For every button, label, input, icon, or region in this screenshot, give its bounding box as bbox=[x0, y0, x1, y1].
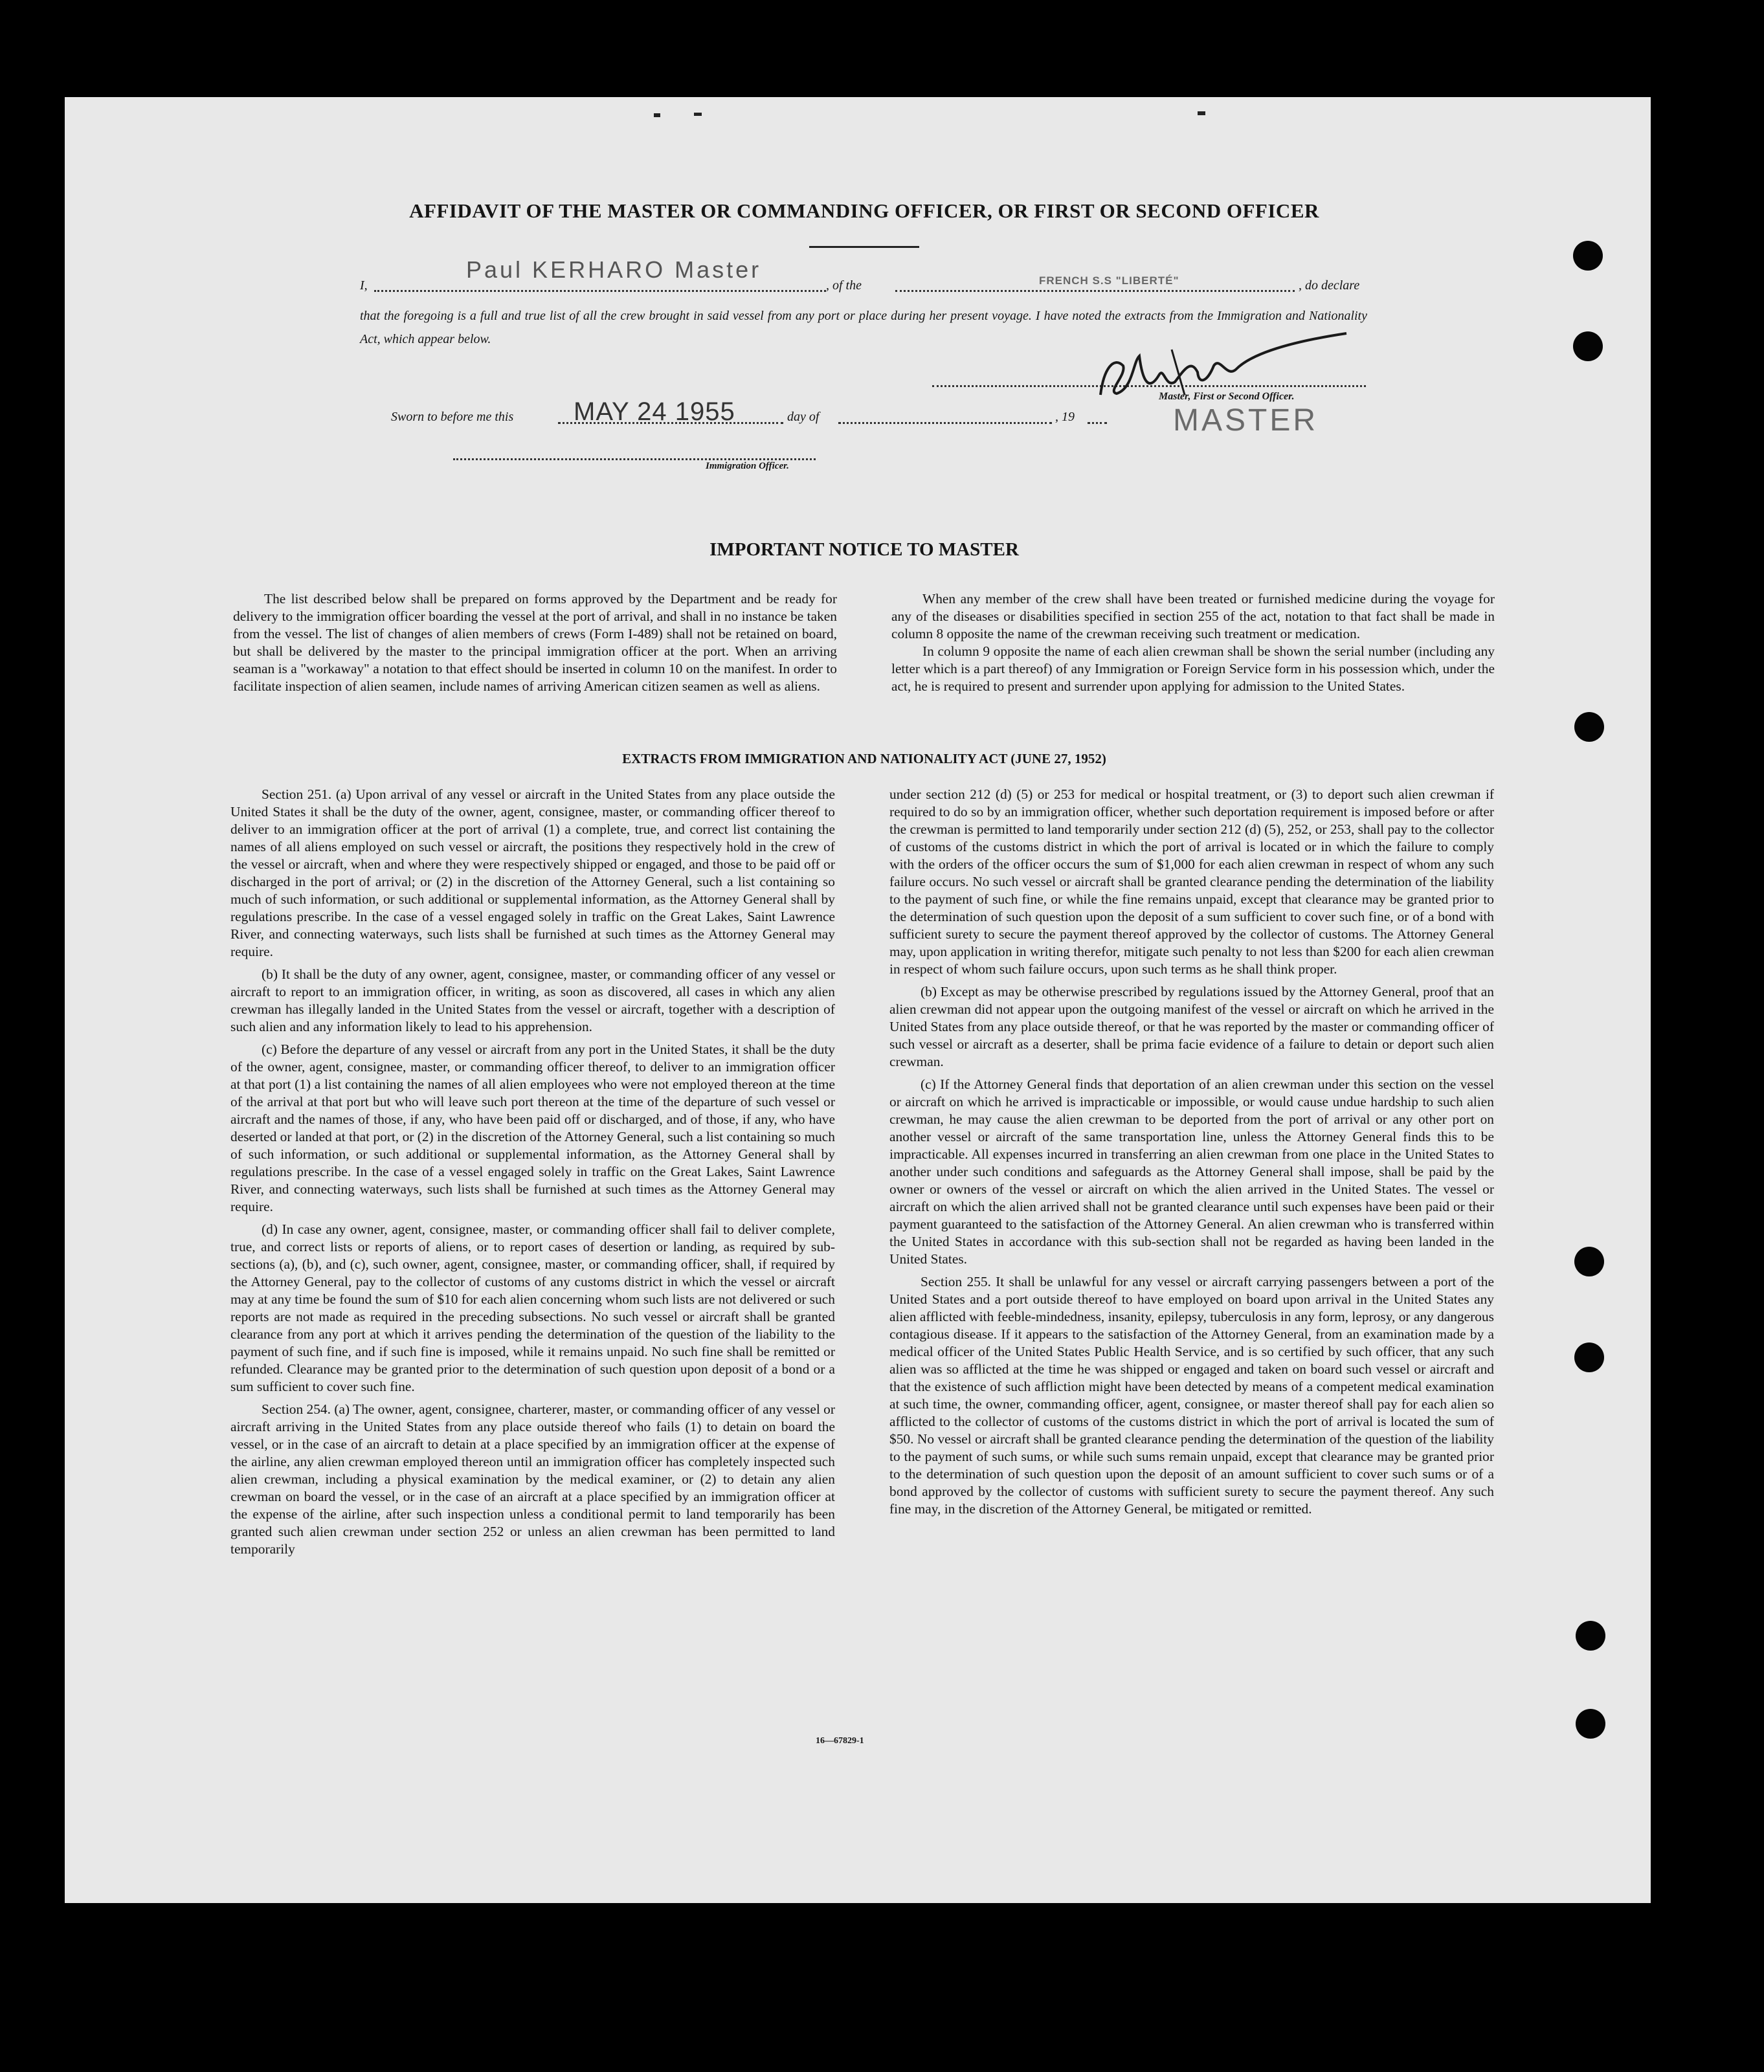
punch-hole bbox=[1574, 712, 1604, 742]
punch-hole bbox=[1573, 241, 1603, 271]
master-name-line bbox=[374, 290, 826, 292]
form-number: 16—67829-1 bbox=[816, 1736, 864, 1746]
notice-paragraph: The list described below shall be prepared on forms approved by the Department and be ready for delivery to the immigration officer boarding the vessel at the port of arrival, and shall in no instance be taken from the vessel. The list of changes of alien members of crews (Form I-489) shall not be retained on board, but shall be delivered by the master to the principal immigration officer at the port. When an arriving seaman is a "workaway" a notation to that effect should be inserted in column 10 on the manifest. In order to facilitate inspection of alien seamen, include names of arriving American citizen seamen as well as aliens. bbox=[233, 591, 837, 694]
vessel-line bbox=[895, 290, 1295, 292]
top-mark bbox=[1198, 111, 1205, 115]
declaration-text-content: that the foregoing is a full and true list of all the crew brought in said vessel from any port or place during her present voyage. I have noted the extracts from the Immigration and Nationality Act, which appear below. bbox=[360, 309, 1367, 346]
extracts-right-column bbox=[889, 786, 1494, 1518]
sworn-date-value: MAY 24 1955 bbox=[574, 397, 735, 426]
top-mark bbox=[694, 113, 702, 116]
of-the-label: , of the bbox=[826, 278, 862, 293]
extract-paragraph: under section 212 (d) (5) or 253 for medical or hospital treatment, or (3) to deport such alien crewman if required to do so by an immigration officer, whether such deportation requirement is imposed before or after the crewman is permitted to land temporarily under section 212 (d) (5), 252, or 253, shall pay to the collector of customs of the customs district in which the port of arrival is located or in which the failure to comply with the orders of the officer occurs the sum of $1,000 for each alien crewman in respect of whom any such failure occurs. No such vessel or aircraft shall be granted clearance pending the determination of the liability to the payment of such fine, or while the fine remains unpaid, except that clearance may be granted prior to the determination of such question upon the deposit of a sum sufficient to cover such fine, or of a bond with sufficient surety to secure the payment thereof approved by the collector of customs. The Attorney General may, upon application in writing therefor, mitigate such penalty to not less than $200 for each alien crewman in respect of whom such failure occurs, upon such terms as he shall think proper. bbox=[889, 786, 1494, 977]
extract-paragraph: (c) If the Attorney General finds that deportation of an alien crewman under this section on the vessel or aircraft on which he arrived is impracticable or impossible, or would cause undue hardship to such alien crewman, he may cause the alien crewman to be deported from the port of arrival or any other port on another vessel or aircraft of the same transportation line, unless the Attorney General finds this to be impracticable. All expenses incurred in transferring an alien crewman from one place in the United States to another under such conditions and safeguards as the Attorney General shall impose, shall be paid by the owner or owners of the vessel or aircraft on which the alien arrived in the United States. The vessel or aircraft on which the alien arrived shall not be granted clearance until such expenses have been paid or their payment guaranteed to the satisfaction of the Attorney General. An alien crewman who is transferred within the United States in accordance with this sub-section shall not be regarded as having been landed in the United States. bbox=[889, 1076, 1494, 1267]
notice-left-column bbox=[233, 590, 837, 695]
extract-paragraph: (b) It shall be the duty of any owner, agent, consignee, master, or commanding officer of any vessel or aircraft to report to an immigration officer, in writing, as soon as discovered, all cases in which any alien crewman has illegally landed in the United States from the vessel or aircraft, together with a description of such alien and any information likely to lead to his apprehension. bbox=[230, 966, 835, 1034]
notice-paragraph: In column 9 opposite the name of each alien crewman shall be shown the serial number (including any letter which is a part thereof) of any Immigration or Foreign Service form in his possession which, under the act, he is required to present and surrender upon applying for admission to the United States. bbox=[891, 643, 1495, 694]
month-line bbox=[838, 422, 1052, 424]
extract-paragraph: (b) Except as may be otherwise prescribed by regulations issued by the Attorney General, proof that an alien crewman did not appear upon the outgoing manifest of the vessel or aircraft on which he arrived in the United States from any place outside thereof, or that he was reported by the master or commanding officer of such vessel or aircraft as a deserter, shall be prima facie evidence of a failure to detain or deport such alien crewman. bbox=[889, 984, 1494, 1069]
year-line bbox=[1088, 422, 1107, 424]
title-rule bbox=[809, 246, 919, 248]
punch-hole bbox=[1574, 1342, 1604, 1372]
declaration-prefix: I, bbox=[360, 278, 368, 293]
year-prefix: , 19 bbox=[1055, 410, 1075, 424]
punch-hole bbox=[1573, 331, 1603, 361]
officer-line bbox=[453, 458, 816, 460]
notice-title: IMPORTANT NOTICE TO MASTER bbox=[709, 539, 1019, 560]
affidavit-title: AFFIDAVIT OF THE MASTER OR COMMANDING OFFICER, OR FIRST OR SECOND OFFICER bbox=[409, 199, 1319, 222]
extracts-left-column bbox=[230, 786, 835, 1558]
extract-paragraph: (c) Before the departure of any vessel or aircraft from any port in the United States, it shall be the duty of the owner, agent, consignee, master, or commanding officer thereof, to deliver to an immigration officer at that port (1) a list containing the names of all alien employees who were not employed thereon at the time of the arrival at that port but who will leave such port thereon at the time of the departure of such vessel or aircraft and the names of those, if any, who have been paid off or discharged, and of those, if any, who have deserted or landed at that port, or (2) in the discretion of the Attorney General, such a list containing so much of such information, or such additional or supplemental information, as the Attorney General shall by regulations prescribe. In the case of a vessel engaged solely in traffic on the Great Lakes, Saint Lawrence River, and connecting waterways, such lists shall be furnished at such times as the Attorney General may require. bbox=[230, 1042, 835, 1214]
vessel-value: FRENCH S.S "LIBERTÉ" bbox=[1039, 274, 1179, 287]
master-stamp: MASTER bbox=[1173, 403, 1319, 438]
notice-right-column bbox=[891, 590, 1495, 695]
punch-hole bbox=[1576, 1621, 1605, 1651]
extract-paragraph: (d) In case any owner, agent, consignee, master, or commanding officer shall fail to deliver complete, true, and correct lists or reports of aliens, or to report cases of desertion or landing, as required by sub-sections (a), (b), and (c), such owner, agent, consignee, master, or commanding officer, shall, if required by the Attorney General, pay to the collector of customs of any customs district in which the vessel or aircraft may at any time be found the sum of $10 for each alien concerning whom such lists are not delivered or such reports are not made as required in the preceding subsections. No such vessel or aircraft shall be granted clearance from any port at which it arrives pending the determination of the question of the liability to the payment of such fine, and if such fine is imposed, while it remains unpaid. No such fine shall be remitted or refunded. Clearance may be granted prior to the determination of such question upon deposit of a bond or a sum sufficient to cover such fine. bbox=[230, 1221, 835, 1394]
signatory-caption: Master, First or Second Officer. bbox=[1159, 391, 1295, 402]
sworn-label: Sworn to before me this bbox=[391, 410, 514, 424]
day-of-label: day of bbox=[787, 410, 820, 424]
top-mark bbox=[654, 113, 660, 117]
extract-paragraph: Section 255. It shall be unlawful for any vessel or aircraft carrying passengers between a port of the United States and a port outside thereof to have employed on board upon arrival in the United States any alien afflicted with feeble-mindedness, insanity, epilepsy, tuberculosis in any form, leprosy, or any dangerous contagious disease. If it appears to the satisfaction of the Attorney General, from an examination made by a medical officer of the United States Public Health Service, and is so certified by such officer, that any such alien was so afflicted at the time he was shipped or engaged and taken on board such vessel or aircraft and that the existence of such affliction might have been detected by means of a competent medical examination at such time, the owner, commanding officer, agent, consignee, or master thereof shall pay for each alien so afflicted to the collector of customs of the customs district in which the port of arrival is located the sum of $50. No vessel or aircraft shall be granted clearance pending the determination of the question of the liability to the payment of such sums, or while such sums remain unpaid, except that clearance may be granted prior to the determination of such question upon the deposit of an amount sufficient to cover such sums or of a bond approved by the collector of customs with sufficient surety to secure the payment thereof. Any such fine may, in the discretion of the Attorney General, be mitigated or remitted. bbox=[889, 1274, 1494, 1517]
extract-paragraph: Section 251. (a) Upon arrival of any vessel or aircraft in the United States from any place outside the United States it shall be the duty of the owner, agent, consignee, master, or commanding officer thereof to deliver to an immigration officer at the port of arrival (1) a complete, true, and correct list containing the names of all aliens employed on such vessel or aircraft, the positions they respectively hold in the crew of the vessel or aircraft, when and where they were respectively shipped or engaged, and those to be paid off or discharged in the port of arrival; or (2) in the discretion of the Attorney General, such a list containing so much of such information, or such additional or supplemental information, as the Attorney General shall by regulations prescribe. In the case of a vessel engaged solely in traffic on the Great Lakes, Saint Lawrence River, and connecting waterways, such lists shall be furnished at such times as the Attorney General may require. bbox=[230, 786, 835, 959]
master-name-value: Paul KERHARO Master bbox=[466, 256, 762, 283]
punch-hole bbox=[1576, 1709, 1605, 1739]
punch-hole bbox=[1574, 1247, 1604, 1276]
do-declare-label: , do declare bbox=[1299, 278, 1360, 293]
officer-caption: Immigration Officer. bbox=[706, 461, 789, 471]
extracts-title: EXTRACTS FROM IMMIGRATION AND NATIONALITY ACT (JUNE 27, 1952) bbox=[622, 751, 1106, 766]
notice-paragraph: When any member of the crew shall have been treated or furnished medicine during the voyage for any of the diseases or disabilities specified in section 255 of the act, notation to that fact shall be made in column 8 opposite the name of the crewman receiving such treatment or medication. bbox=[891, 591, 1495, 641]
extract-paragraph: Section 254. (a) The owner, agent, consignee, charterer, master, or commanding officer of any vessel or aircraft arriving in the United States from any place outside thereof who fails (1) to detain on board the vessel, or in the case of an aircraft to detain at a place specified by an immigration officer at the expense of the airline, any alien crewman employed thereon until an immigration officer has completely inspected such alien crewman, including a physical examination by the medical examiner, or (2) to detain any alien crewman on board the vessel, or in the case of an aircraft at a place specified by an immigration officer at the expense of the airline, after such inspection unless a conditional permit to land temporarily has been granted such alien crewman under section 252 or unless an alien crewman has been permitted to land temporarily bbox=[230, 1401, 835, 1557]
